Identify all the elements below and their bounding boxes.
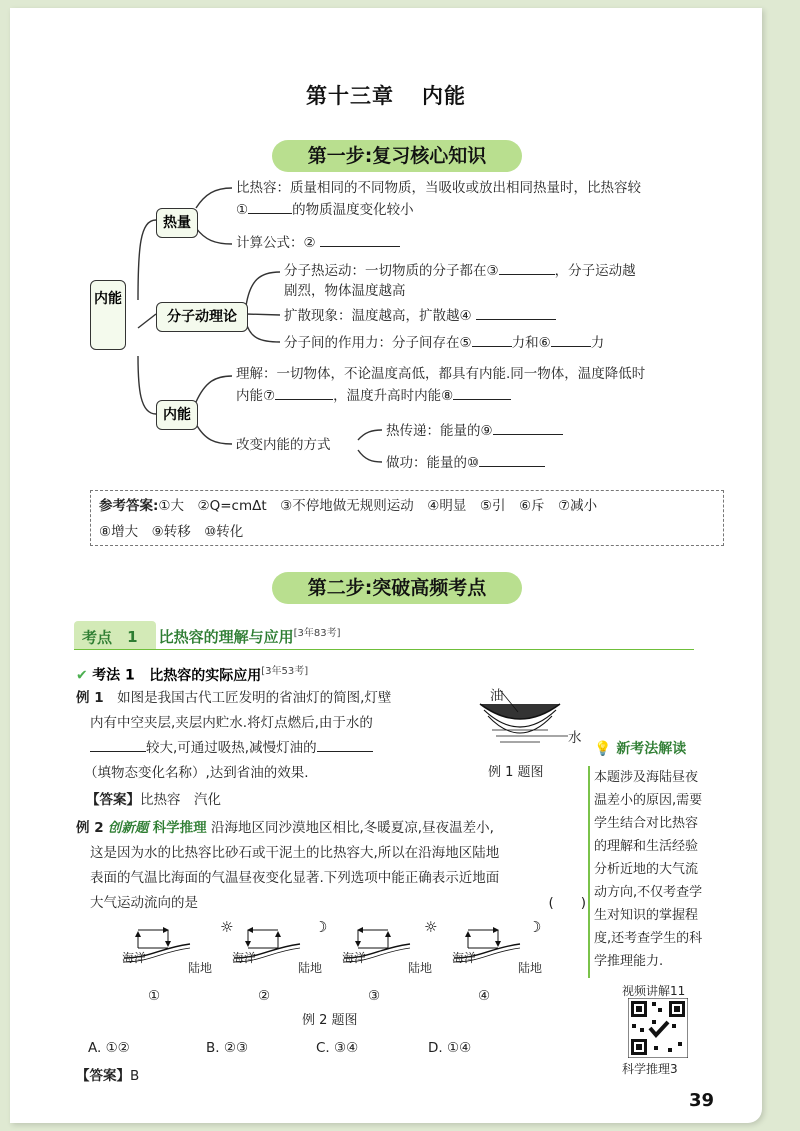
option-d: D. ①④: [428, 1040, 472, 1056]
sidebar-title-text: 新考法解读: [616, 741, 687, 757]
option-a: A. ①②: [88, 1040, 130, 1056]
kaofa-frequency: [3年53考]: [261, 666, 309, 677]
video-label-bottom: 科学推理3: [622, 1062, 678, 1076]
mindmap-text-molecular-force: 分子间的作用力：分子间存在⑤ 力和⑥ 力: [284, 332, 604, 354]
page: [10, 8, 762, 1123]
sidebar-title: [594, 738, 686, 758]
example1-label: 例 1: [76, 690, 104, 706]
svg-text:☽: ☽: [528, 918, 542, 936]
kaofa-header: [76, 662, 308, 685]
kaofa-label: 考法 1: [92, 667, 135, 684]
mindmap-text-heat-transfer: 热传递：能量的⑨: [386, 420, 563, 442]
sidebar-line: 学推理能力.: [594, 954, 664, 969]
figure-label-water: 水: [568, 730, 582, 746]
example2-line-2: 这是因为水的比热容比砂石或干泥土的比热容大,所以在沿海地区陆地: [90, 845, 500, 861]
land-label-1: 陆地: [188, 961, 213, 975]
sidebar-line: 分析近地的大气流: [594, 862, 699, 877]
sidebar-line: 学生结合对比热容: [594, 816, 699, 831]
mindmap-text-diffusion: 扩散现象：温度越高，扩散越④: [284, 305, 556, 327]
sidebar-line: 本题涉及海陆昼夜: [594, 770, 699, 785]
answers-label: 参考答案:: [99, 498, 159, 514]
example2-text: [76, 816, 586, 916]
innovation-tag: 创新题: [107, 820, 149, 836]
chapter-number: 第十三章: [306, 84, 394, 108]
mindmap-text-change-methods: 改变内能的方式: [236, 437, 331, 453]
sidebar-line: 的理解和生活经验: [594, 839, 699, 854]
kaodian-tag: 考点: [82, 628, 113, 647]
answer-paren: ( ): [548, 895, 586, 911]
example2-line-4: 大气运动流向的是 ( ): [76, 891, 586, 916]
sea-label-2: 海洋: [232, 951, 257, 965]
sea-label-3: 海洋: [342, 951, 367, 965]
svg-text:☼: ☼: [220, 918, 234, 936]
mindmap-node-heat: 热量: [156, 208, 198, 238]
video-label-top: 视频讲解11: [622, 984, 686, 998]
answers-line-2: ⑧增大 ⑨转移 ⑩转化: [99, 524, 244, 540]
kaodian-number: 1: [127, 628, 138, 647]
mindmap-text-understanding-1: 理解：一切物体，不论温度高低，都具有内能.同一物体，温度降低时: [236, 366, 646, 382]
answers-line-1: ①大 ②Q=cmΔt ③不停地做无规则运动 ④明显 ⑤引 ⑥斥 ⑦减小: [158, 498, 598, 514]
step2-banner: 第二步:突破高频考点: [272, 572, 522, 604]
example2-answer: 【答案】B: [76, 1068, 140, 1084]
sea-label-4: 海洋: [452, 951, 477, 965]
land-label-3: 陆地: [408, 961, 433, 975]
land-label-2: 陆地: [298, 961, 323, 975]
lightbulb-icon: 💡: [594, 741, 612, 757]
example2-line-1: 沿海地区同沙漠地区相比,冬暖夏凉,昼夜温差小,: [210, 820, 494, 836]
svg-text:☽: ☽: [314, 918, 328, 936]
kaofa-title: 比热容的实际应用: [149, 667, 262, 684]
example1-line-2: 内有中空夹层,夹层内贮水.将灯点燃后,由于水的: [90, 715, 373, 731]
mindmap-text-specific-heat-1: 比热容：质量相同的不同物质，当吸收或放出相同热量时，比热容较: [236, 180, 641, 196]
svg-text:☼: ☼: [424, 918, 438, 936]
sea-label-1: 海洋: [122, 951, 147, 965]
sidebar-line: 动方向,不仅考查学: [594, 885, 703, 900]
kaodian-frequency: [3年83考]: [293, 628, 341, 639]
mindmap-text-thermal-motion-2: 剧烈，物体温度越高: [284, 283, 406, 299]
example1-text: [76, 686, 456, 786]
figure-number-4: ④: [478, 988, 491, 1004]
reference-answers: [90, 490, 724, 546]
example2-figure-caption: 例 2 题图: [302, 1013, 358, 1028]
mindmap-text-understanding-2: 内能⑦ ，温度升高时内能⑧: [236, 385, 511, 407]
mindmap-root: 内能: [90, 280, 126, 350]
sidebar-line: 生对知识的掌握程: [594, 908, 699, 923]
figure-number-2: ②: [258, 988, 271, 1004]
figure-label-oil: 油: [490, 688, 504, 704]
chapter-name: 内能: [422, 84, 466, 108]
example1-line-3: 较大,可通过吸热,减慢灯油的: [76, 736, 456, 761]
figure-number-1: ①: [148, 988, 161, 1004]
qr-code-icon[interactable]: [628, 998, 688, 1058]
option-c: C. ③④: [316, 1040, 359, 1056]
mindmap-node-internal-energy: 内能: [156, 400, 198, 430]
oil-lamp-figure: [470, 684, 590, 764]
example1-answer: 【答案】比热容 汽化: [86, 792, 221, 808]
mindmap-node-molecular-theory: 分子动理论: [156, 302, 248, 332]
mindmap-text-specific-heat-2: ① 的物质温度变化较小: [236, 199, 414, 221]
reasoning-tag: 科学推理: [152, 820, 207, 836]
step1-banner: 第一步:复习核心知识: [272, 140, 522, 172]
example2-label: 例 2: [76, 820, 104, 836]
sidebar-text: [594, 766, 732, 973]
mindmap-text-work: 做功：能量的⑩: [386, 452, 545, 474]
mindmap-text-thermal-motion: 分子热运动：一切物质的分子都在③ ，分子运动越: [284, 260, 636, 282]
kaodian-header: [82, 624, 341, 647]
example1-line-1: 如图是我国古代工匠发明的省油灯的简图,灯壁: [117, 690, 392, 706]
example1-figure-caption: 例 1 题图: [488, 765, 544, 780]
page-number: 39: [688, 1090, 714, 1111]
figure-number-3: ③: [368, 988, 381, 1004]
example1-line-4: （填物态变化名称）,达到省油的效果.: [84, 765, 309, 781]
check-icon: ✔: [76, 667, 88, 684]
example2-line-3: 表面的气温比海面的气温昼夜变化显著.下列选项中能正确表示近地面: [90, 870, 500, 886]
land-label-4: 陆地: [518, 961, 543, 975]
option-b: B. ②③: [206, 1040, 249, 1056]
example2-figures: [120, 918, 560, 1018]
mindmap-text-formula: 计算公式：②: [236, 232, 400, 254]
sidebar-line: 温差小的原因,需要: [594, 793, 703, 808]
sidebar-line: 度,还考查学生的科: [594, 931, 703, 946]
kaodian-title: 比热容的理解与应用: [158, 628, 294, 647]
